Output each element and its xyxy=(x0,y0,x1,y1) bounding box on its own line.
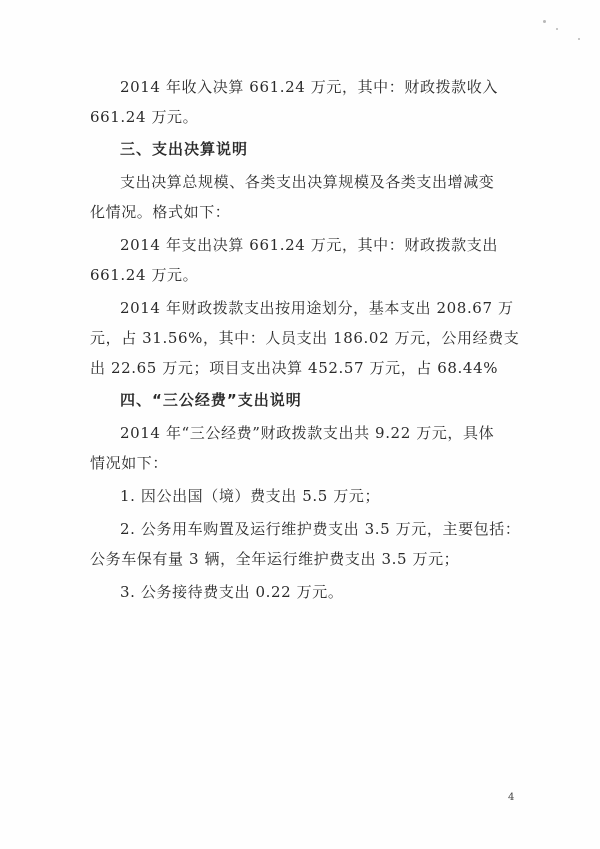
list-item-overseas: 1. 因公出国（境）费支出 5.5 万元； xyxy=(120,487,381,505)
paragraph-breakdown-line-1: 2014 年财政拨款支出按用途划分，基本支出 208.67 万 xyxy=(120,299,514,317)
paragraph-expenditure-desc-line-2: 化情况。格式如下： xyxy=(90,203,231,221)
paragraph-revenue-line-2: 661.24 万元。 xyxy=(90,108,199,126)
paragraph-expenditure-total-line-1: 2014 年支出决算 661.24 万元，其中：财政拨款支出 xyxy=(120,236,498,254)
paragraph-three-public-line-1: 2014 年“三公经费”财政拨款支出共 9.22 万元，具体 xyxy=(120,424,495,442)
scan-speck xyxy=(556,28,558,30)
list-item-reception: 3. 公务接待费支出 0.22 万元。 xyxy=(120,583,344,601)
scan-speck xyxy=(543,20,546,23)
section-heading-expenditure: 三、支出决算说明 xyxy=(120,140,249,158)
document-body xyxy=(90,76,520,603)
section-heading-three-public: 四、“三公经费”支出说明 xyxy=(120,391,302,409)
page-number: 4 xyxy=(508,792,515,803)
paragraph-revenue-line-1: 2014 年收入决算 661.24 万元，其中：财政拨款收入 xyxy=(120,78,498,96)
scan-speck xyxy=(578,38,580,40)
paragraph-three-public-line-2: 情况如下： xyxy=(90,454,169,472)
paragraph-expenditure-total-line-2: 661.24 万元。 xyxy=(90,266,199,284)
list-item-vehicles-line-1: 2. 公务用车购置及运行维护费支出 3.5 万元，主要包括： xyxy=(120,520,521,538)
paragraph-breakdown-line-2: 元，占 31.56%，其中：人员支出 186.02 万元，公用经费支 xyxy=(90,329,520,347)
list-item-vehicles-line-2: 公务车保有量 3 辆，全年运行维护费支出 3.5 万元； xyxy=(90,550,460,568)
paragraph-breakdown-line-3: 出 22.65 万元；项目支出决算 452.57 万元，占 68.44% xyxy=(90,359,499,377)
paragraph-expenditure-desc-line-1: 支出决算总规模、各类支出决算规模及各类支出增减变 xyxy=(120,173,495,191)
